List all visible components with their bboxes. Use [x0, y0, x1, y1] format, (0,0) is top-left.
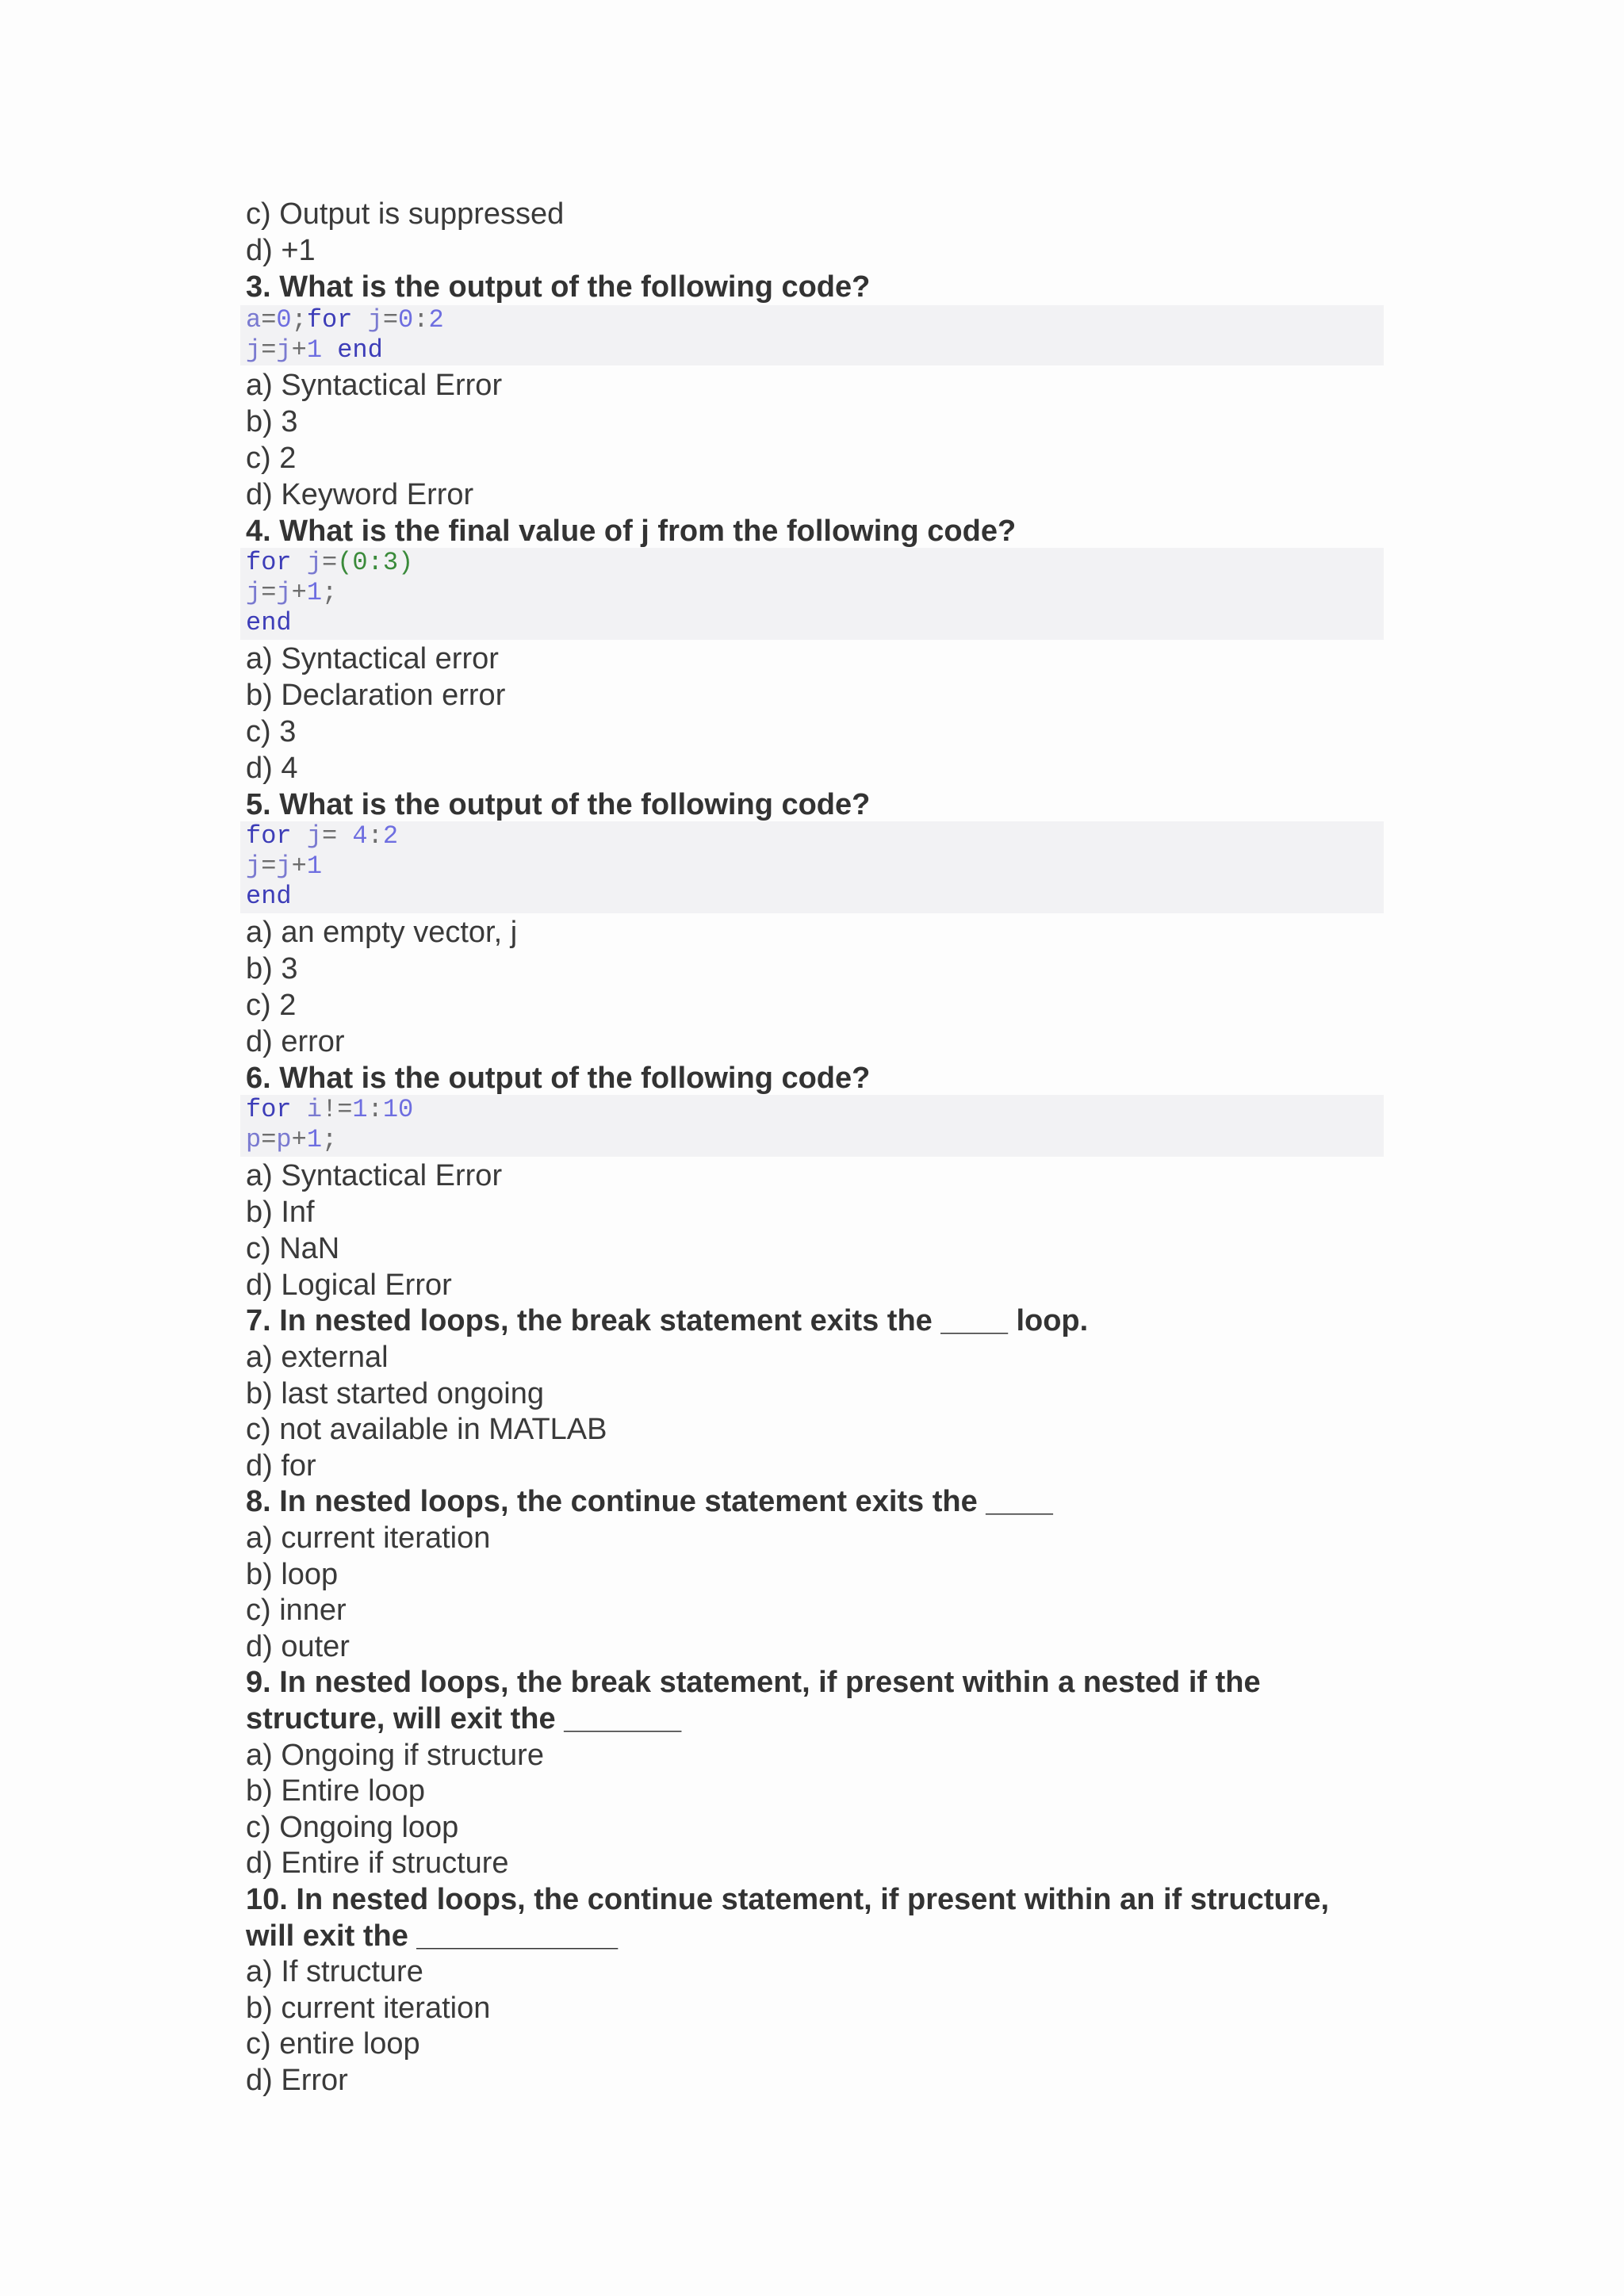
option-a: a) Ongoing if structure [246, 1739, 544, 1772]
option-d: d) Logical Error [246, 1269, 452, 1302]
option-d: d) error [246, 1025, 345, 1058]
option-c: c) NaN [246, 1232, 340, 1265]
code-line: for j= 4:2 [246, 821, 399, 851]
code-line: j=j+1 [246, 851, 323, 881]
code-line: p=p+1; [246, 1125, 338, 1154]
code-block-q4 [240, 548, 1384, 640]
question-6: 6. What is the output of the following code? [246, 1062, 871, 1095]
option-d: d) Error [246, 2064, 348, 2097]
option-b: b) Entire loop [246, 1774, 426, 1808]
code-line: end [246, 882, 292, 911]
option-d: d) +1 [246, 234, 316, 267]
code-line: for j=(0:3) [246, 548, 414, 577]
question-10-line-1: 10. In nested loops, the continue statement, if present within an if structure, [246, 1883, 1330, 1916]
option-b: b) 3 [246, 405, 298, 438]
option-d: d) outer [246, 1630, 350, 1663]
code-block-q5 [240, 821, 1384, 913]
question-8: 8. In nested loops, the continue statement exits the ____ [246, 1485, 1053, 1518]
option-b: b) Declaration error [246, 679, 506, 712]
code-line: j=j+1 end [246, 335, 383, 365]
question-10-line-2: will exit the ____________ [246, 1919, 618, 1953]
option-d: d) Keyword Error [246, 478, 474, 511]
question-4: 4. What is the final value of j from the following code? [246, 515, 1017, 548]
option-c: c) 2 [246, 442, 297, 475]
question-9-line-1: 9. In nested loops, the break statement, if present within a nested if the [246, 1666, 1261, 1699]
question-7: 7. In nested loops, the break statement exits the ____ loop. [246, 1304, 1089, 1337]
question-9-line-2: structure, will exit the _______ [246, 1702, 682, 1735]
option-b: b) 3 [246, 952, 298, 985]
option-b: b) last started ongoing [246, 1377, 545, 1410]
code-line: a=0;for j=0:2 [246, 305, 444, 335]
option-a: a) current iteration [246, 1521, 491, 1555]
code-block-q3 [240, 305, 1384, 365]
option-c: c) inner [246, 1594, 347, 1627]
option-c: c) 2 [246, 989, 297, 1022]
option-c: c) 3 [246, 715, 297, 748]
question-5: 5. What is the output of the following code? [246, 788, 871, 821]
option-c: c) Ongoing loop [246, 1811, 459, 1844]
option-c: c) Output is suppressed [246, 197, 565, 231]
question-3: 3. What is the output of the following code? [246, 270, 871, 304]
option-a: a) Syntactical Error [246, 369, 503, 402]
code-block-q6 [240, 1095, 1384, 1157]
option-b: b) loop [246, 1558, 339, 1591]
option-c: c) not available in MATLAB [246, 1413, 607, 1446]
option-a: a) Syntactical error [246, 642, 499, 675]
option-a: a) an empty vector, j [246, 916, 518, 949]
option-c: c) entire loop [246, 2027, 420, 2061]
option-a: a) external [246, 1341, 389, 1374]
option-b: b) current iteration [246, 1992, 491, 2025]
option-b: b) Inf [246, 1196, 315, 1229]
option-d: d) 4 [246, 752, 298, 785]
option-d: d) for [246, 1449, 316, 1483]
code-line: j=j+1; [246, 578, 338, 607]
option-a: a) Syntactical Error [246, 1159, 503, 1192]
option-a: a) If structure [246, 1955, 423, 1988]
option-d: d) Entire if structure [246, 1846, 509, 1880]
code-line: for i!=1:10 [246, 1095, 414, 1124]
code-line: end [246, 608, 292, 637]
